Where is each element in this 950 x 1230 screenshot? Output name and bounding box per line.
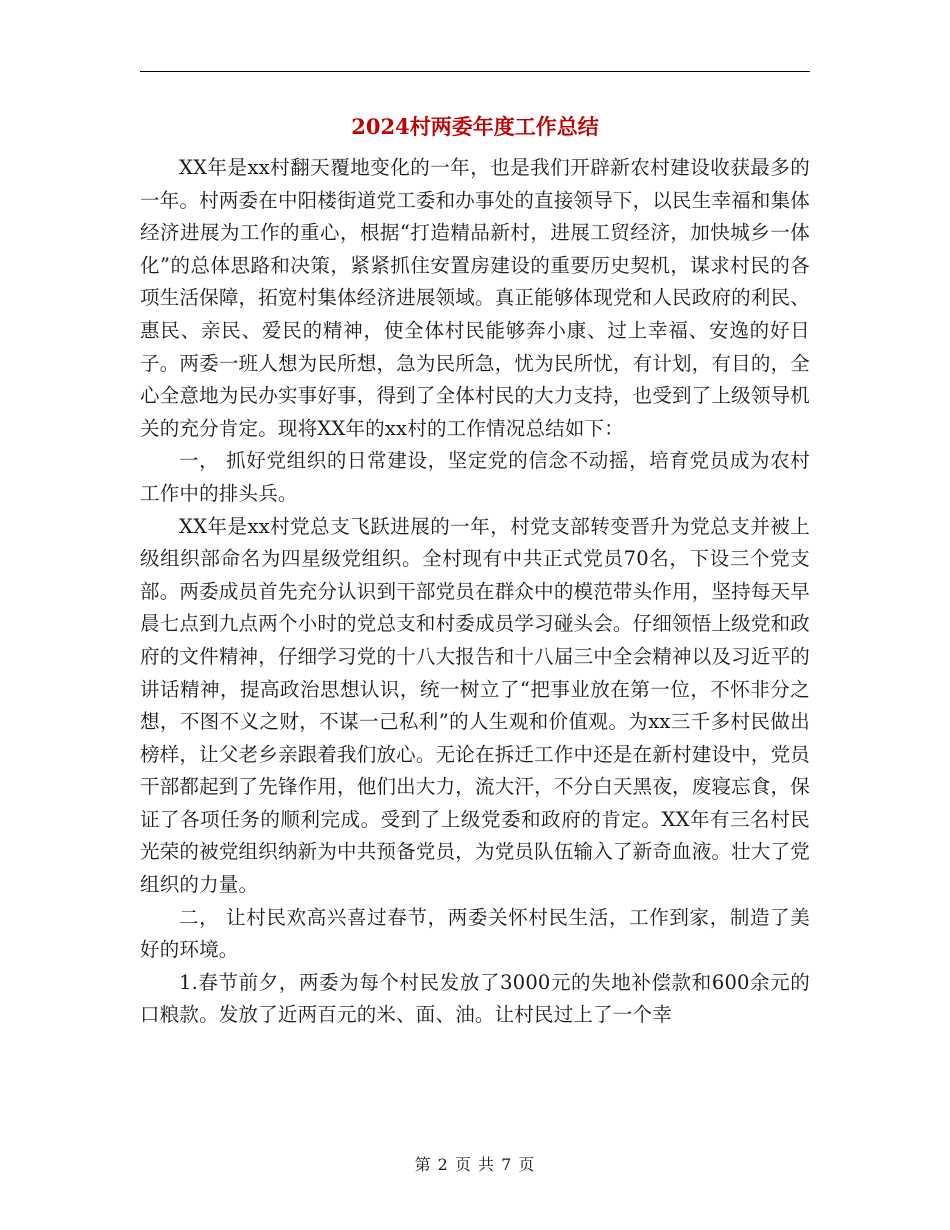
paragraph-intro: XX年是xx村翻天覆地变化的一年，也是我们开辟新农村建设收获最多的一年。村两委在中阳楼街道党工委和办事处的直接领导下，以民生幸福和集体经济进展为工作的重心，根据“打造精品新村，进展工贸经济，加快城乡一体化”的总体思路和决策，紧紧抓住安置房建设的重要历史契机，谋求村民的各项生活保障，拓宽村集体经济进展领域。真正能够体现党和人民政府的利民、惠民、亲民、爱民的精神，使全体村民能够奔小康、过上幸福、安逸的好日子。两委一班人想为民所想，急为民所急，忧为民所忧，有计划，有目的，全心全意地为民办实事好事，得到了全体村民的大力支持，也受到了上级领导机关的充分肯定。现将XX年的xx村的工作情况总结如下： [140, 156, 810, 440]
document-body [140, 152, 810, 1032]
paragraph-section-2-item-1: 1.春节前夕，两委为每个村民发放了3000元的失地补偿款和600余元的口粮款。发放了近两百元的米、面、油。让村民过上了一个幸 [140, 970, 810, 1027]
paragraph-section-1-body: XX年是xx村党总支飞跃进展的一年，村党支部转变晋升为党总支并被上级组织部命名为四星级党组织。全村现有中共正式党员70名，下设三个党支部。两委成员首先充分认识到干部党员在群众中的模范带头作用，坚持每天早晨七点到九点两个小时的党总支和村委成员学习碰头会。仔细领悟上级党和政府的文件精神，仔细学习党的十八大报告和十八届三中全会精神以及习近平的讲话精神，提高政治思想认识，统一树立了“把事业放在第一位，不怀非分之想，不图不义之财，不谋一己私利”的人生观和价值观。为xx三千多村民做出榜样，让父老乡亲跟着我们放心。无论在拆迁工作中还是在新村建设中，党员干部都起到了先锋作用，他们出大力，流大汗，不分白天黑夜，废寝忘食，保证了各项任务的顺利完成。受到了上级党委和政府的肯定。XX年有三名村民光荣的被党组织纳新为中共预备党员，为党员队伍输入了新奇血液。壮大了党组织的力量。 [140, 514, 810, 897]
document-title: 2024村两委年度工作总结 [351, 114, 599, 139]
paragraph-section-1-heading: 一， 抓好党组织的日常建设，坚定党的信念不动摇，培育党员成为农村工作中的排头兵。 [140, 449, 810, 505]
paragraph-section-2-heading: 二， 让村民欢高兴喜过春节，两委关怀村民生活，工作到家，制造了美好的环境。 [140, 905, 810, 962]
page-number-footer: 第 2 页 共 7 页 [414, 1155, 536, 1174]
header-rule [140, 71, 810, 72]
